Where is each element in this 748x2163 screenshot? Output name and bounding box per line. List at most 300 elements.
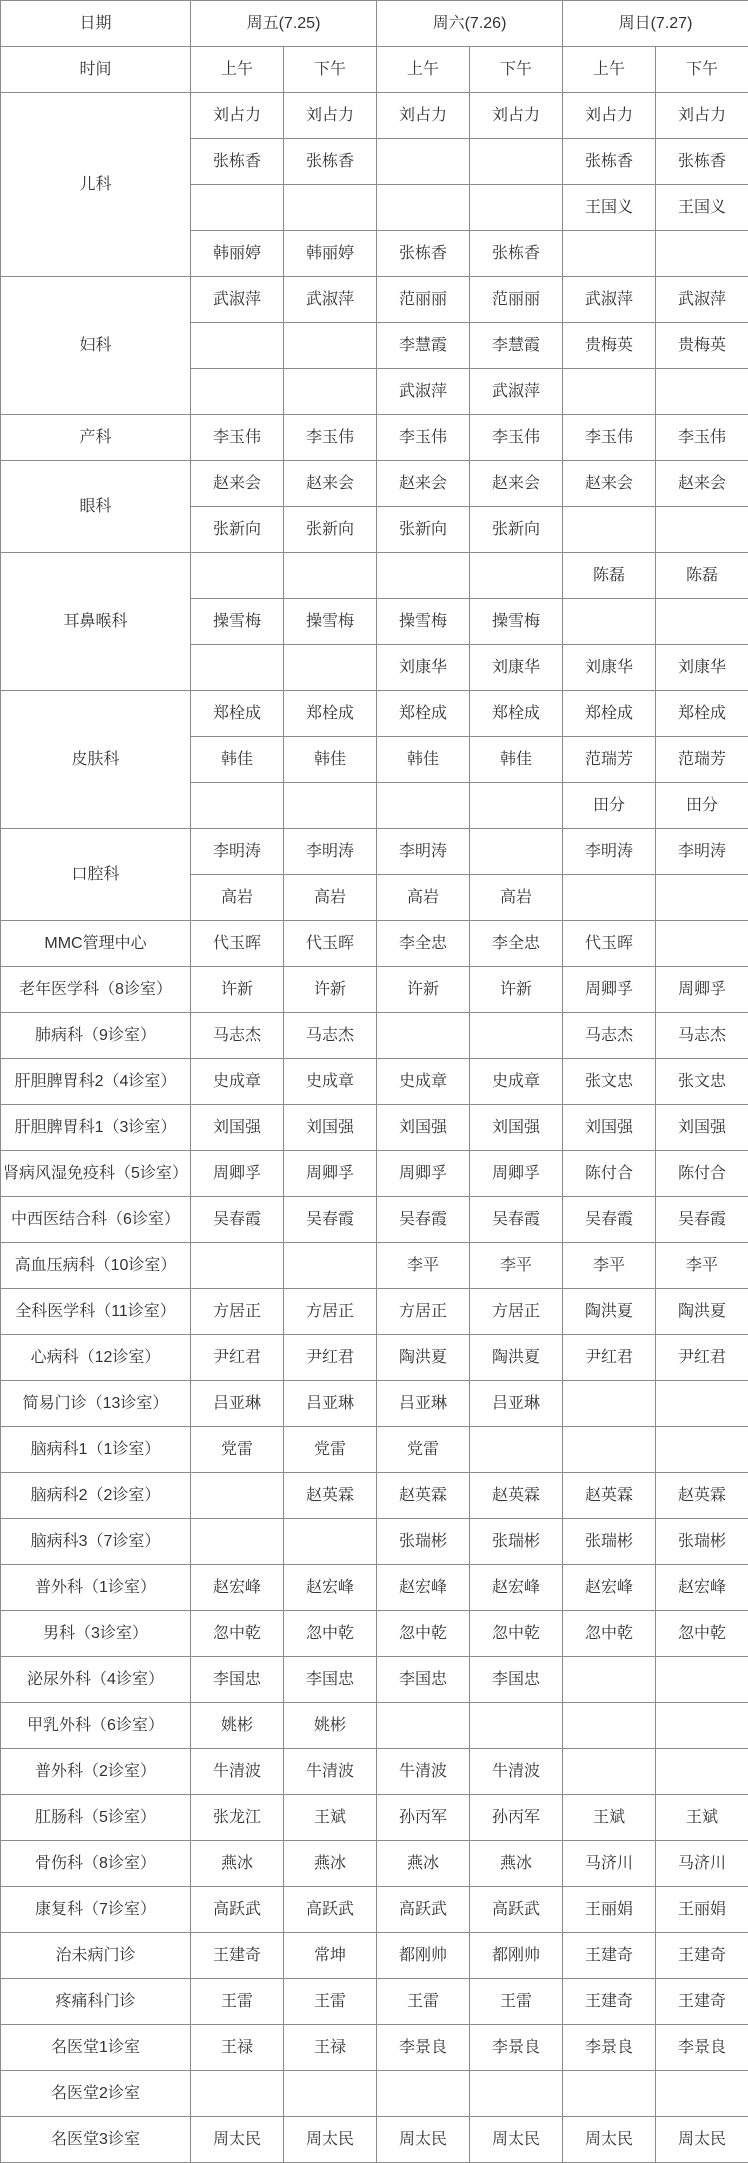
doctor-cell-sat-am: 范丽丽 (377, 277, 470, 323)
schedule-row (1, 1933, 748, 1979)
doctor-cell-fri-am: 许新 (191, 967, 284, 1013)
doctor-cell-sat-pm (470, 1703, 563, 1749)
department-name: 男科（3诊室） (1, 1611, 191, 1657)
doctor-cell-sun-pm: 刘康华 (656, 645, 748, 691)
doctor-cell-fri-pm: 许新 (284, 967, 377, 1013)
doctor-cell-sun-pm: 田分 (656, 783, 748, 829)
doctor-cell-fri-am (191, 185, 284, 231)
doctor-cell-fri-pm: 赵宏峰 (284, 1565, 377, 1611)
doctor-cell-sun-am: 陈磊 (563, 553, 656, 599)
doctor-cell-fri-am: 吴春霞 (191, 1197, 284, 1243)
doctor-cell-fri-pm (284, 783, 377, 829)
doctor-cell-fri-am: 李国忠 (191, 1657, 284, 1703)
doctor-cell-sun-pm: 刘占力 (656, 93, 748, 139)
doctor-cell-fri-am: 吕亚琳 (191, 1381, 284, 1427)
doctor-cell-sun-am: 刘占力 (563, 93, 656, 139)
schedule-row (1, 1335, 748, 1381)
doctor-cell-sat-pm: 吕亚琳 (470, 1381, 563, 1427)
doctor-cell-sun-am: 代玉晖 (563, 921, 656, 967)
schedule-row (1, 2071, 748, 2117)
doctor-cell-sun-am (563, 2071, 656, 2117)
doctor-cell-fri-am: 方居正 (191, 1289, 284, 1335)
slot-header-fri-am: 上午 (191, 47, 284, 93)
doctor-cell-sat-am: 史成章 (377, 1059, 470, 1105)
doctor-cell-sat-pm (470, 1013, 563, 1059)
department-name: 康复科（7诊室） (1, 1887, 191, 1933)
department-name: 肾病风湿免疫科（5诊室） (1, 1151, 191, 1197)
doctor-cell-fri-pm (284, 2071, 377, 2117)
doctor-cell-fri-am (191, 1473, 284, 1519)
doctor-cell-fri-pm: 牛清波 (284, 1749, 377, 1795)
doctor-cell-sat-am: 刘康华 (377, 645, 470, 691)
doctor-cell-fri-pm: 武淑萍 (284, 277, 377, 323)
department-name: 老年医学科（8诊室） (1, 967, 191, 1013)
doctor-cell-sat-am (377, 1013, 470, 1059)
doctor-cell-fri-am: 韩佳 (191, 737, 284, 783)
doctor-cell-sun-am (563, 1657, 656, 1703)
doctor-cell-fri-am: 燕冰 (191, 1841, 284, 1887)
doctor-cell-fri-pm: 张栋香 (284, 139, 377, 185)
doctor-cell-sun-am: 赵来会 (563, 461, 656, 507)
department-name: 脑病科1（1诊室） (1, 1427, 191, 1473)
doctor-cell-sun-am (563, 231, 656, 277)
doctor-cell-fri-pm: 尹红君 (284, 1335, 377, 1381)
doctor-cell-fri-am: 牛清波 (191, 1749, 284, 1795)
doctor-cell-sun-am (563, 1749, 656, 1795)
schedule-row (1, 1197, 748, 1243)
doctor-cell-fri-pm: 刘国强 (284, 1105, 377, 1151)
doctor-cell-sat-pm: 郑栓成 (470, 691, 563, 737)
doctor-cell-fri-pm (284, 369, 377, 415)
doctor-cell-sun-pm (656, 875, 748, 921)
doctor-cell-sat-pm: 许新 (470, 967, 563, 1013)
schedule-row (1, 415, 748, 461)
doctor-cell-fri-am: 忽中乾 (191, 1611, 284, 1657)
doctor-cell-sun-am: 武淑萍 (563, 277, 656, 323)
doctor-cell-fri-am: 党雷 (191, 1427, 284, 1473)
doctor-cell-sat-pm: 操雪梅 (470, 599, 563, 645)
doctor-cell-fri-pm: 王雷 (284, 1979, 377, 2025)
doctor-cell-sun-pm: 张文忠 (656, 1059, 748, 1105)
doctor-cell-sun-pm: 马济川 (656, 1841, 748, 1887)
doctor-cell-sun-pm: 陈付合 (656, 1151, 748, 1197)
doctor-cell-fri-am: 赵宏峰 (191, 1565, 284, 1611)
doctor-cell-fri-pm: 吴春霞 (284, 1197, 377, 1243)
department-name: 脑病科3（7诊室） (1, 1519, 191, 1565)
department-name: 简易门诊（13诊室） (1, 1381, 191, 1427)
department-name: 心病科（12诊室） (1, 1335, 191, 1381)
doctor-cell-sun-am: 王斌 (563, 1795, 656, 1841)
doctor-cell-sun-am: 吴春霞 (563, 1197, 656, 1243)
doctor-cell-sat-pm: 吴春霞 (470, 1197, 563, 1243)
doctor-cell-sat-am: 王雷 (377, 1979, 470, 2025)
doctor-cell-sun-am: 周卿孚 (563, 967, 656, 1013)
doctor-cell-fri-pm: 赵来会 (284, 461, 377, 507)
doctor-cell-sat-am: 郑栓成 (377, 691, 470, 737)
doctor-cell-sat-pm (470, 1427, 563, 1473)
doctor-cell-sat-am: 周太民 (377, 2117, 470, 2163)
doctor-cell-fri-pm: 高岩 (284, 875, 377, 921)
doctor-cell-sat-am: 许新 (377, 967, 470, 1013)
doctor-cell-sat-pm (470, 2071, 563, 2117)
doctor-cell-fri-am: 高岩 (191, 875, 284, 921)
doctor-cell-fri-pm (284, 1519, 377, 1565)
doctor-cell-fri-pm: 周卿孚 (284, 1151, 377, 1197)
doctor-cell-sun-am: 张栋香 (563, 139, 656, 185)
doctor-cell-sun-am: 刘康华 (563, 645, 656, 691)
doctor-cell-sun-am: 郑栓成 (563, 691, 656, 737)
department-name: 中西医结合科（6诊室） (1, 1197, 191, 1243)
doctor-cell-sat-am: 吴春霞 (377, 1197, 470, 1243)
doctor-cell-fri-am (191, 1519, 284, 1565)
department-name: 普外科（1诊室） (1, 1565, 191, 1611)
doctor-cell-sun-am: 陈付合 (563, 1151, 656, 1197)
doctor-cell-fri-am: 尹红君 (191, 1335, 284, 1381)
department-name: 疼痛科门诊 (1, 1979, 191, 2025)
doctor-cell-sun-am: 马志杰 (563, 1013, 656, 1059)
doctor-cell-sat-am (377, 553, 470, 599)
schedule-row (1, 1381, 748, 1427)
doctor-cell-sun-pm (656, 1427, 748, 1473)
doctor-cell-sat-am: 李全忠 (377, 921, 470, 967)
department-name: 名医堂2诊室 (1, 2071, 191, 2117)
doctor-cell-sun-pm: 赵来会 (656, 461, 748, 507)
department-name: 肺病科（9诊室） (1, 1013, 191, 1059)
doctor-cell-fri-pm (284, 1243, 377, 1289)
doctor-cell-fri-pm: 马志杰 (284, 1013, 377, 1059)
doctor-cell-sat-am (377, 1703, 470, 1749)
department-name: 妇科 (1, 277, 191, 415)
doctor-cell-fri-pm (284, 553, 377, 599)
doctor-cell-sat-am: 周卿孚 (377, 1151, 470, 1197)
doctor-cell-sun-pm: 李明涛 (656, 829, 748, 875)
doctor-cell-fri-pm: 郑栓成 (284, 691, 377, 737)
doctor-cell-sun-pm: 李景良 (656, 2025, 748, 2071)
schedule-row (1, 1979, 748, 2025)
slot-header-sat-am: 上午 (377, 47, 470, 93)
doctor-cell-fri-pm: 王禄 (284, 2025, 377, 2071)
doctor-cell-fri-pm: 张新向 (284, 507, 377, 553)
doctor-cell-sun-pm: 王建奇 (656, 1979, 748, 2025)
doctor-cell-fri-am: 王建奇 (191, 1933, 284, 1979)
time-header-row (1, 47, 748, 93)
schedule-row (1, 1151, 748, 1197)
doctor-cell-fri-am: 郑栓成 (191, 691, 284, 737)
department-name: 名医堂3诊室 (1, 2117, 191, 2163)
doctor-cell-fri-am: 李明涛 (191, 829, 284, 875)
doctor-cell-fri-am (191, 323, 284, 369)
doctor-cell-sat-pm: 周卿孚 (470, 1151, 563, 1197)
doctor-cell-sun-pm: 武淑萍 (656, 277, 748, 323)
doctor-cell-fri-pm: 燕冰 (284, 1841, 377, 1887)
doctor-cell-sun-am (563, 599, 656, 645)
department-name: 皮肤科 (1, 691, 191, 829)
doctor-cell-sun-am: 尹红君 (563, 1335, 656, 1381)
doctor-cell-sun-am (563, 875, 656, 921)
doctor-cell-sat-pm: 刘占力 (470, 93, 563, 139)
doctor-cell-sat-pm: 王雷 (470, 1979, 563, 2025)
doctor-cell-sun-am (563, 1427, 656, 1473)
doctor-cell-sat-pm: 李玉伟 (470, 415, 563, 461)
doctor-cell-sun-am: 王建奇 (563, 1933, 656, 1979)
slot-header-sat-pm: 下午 (470, 47, 563, 93)
doctor-cell-sat-pm: 武淑萍 (470, 369, 563, 415)
schedule-row (1, 1243, 748, 1289)
time-header-label: 时间 (1, 47, 191, 93)
schedule-row (1, 691, 748, 737)
doctor-cell-fri-am: 王雷 (191, 1979, 284, 2025)
department-name: 产科 (1, 415, 191, 461)
doctor-cell-sun-pm: 贵梅英 (656, 323, 748, 369)
schedule-row (1, 2117, 748, 2163)
doctor-cell-fri-am: 高跃武 (191, 1887, 284, 1933)
doctor-cell-sat-pm: 周太民 (470, 2117, 563, 2163)
doctor-cell-sat-pm: 孙丙军 (470, 1795, 563, 1841)
doctor-cell-sat-pm: 张新向 (470, 507, 563, 553)
doctor-cell-sun-pm: 赵英霖 (656, 1473, 748, 1519)
doctor-cell-sun-am: 刘国强 (563, 1105, 656, 1151)
doctor-cell-fri-am: 马志杰 (191, 1013, 284, 1059)
doctor-cell-sun-pm: 郑栓成 (656, 691, 748, 737)
doctor-cell-sun-am: 李明涛 (563, 829, 656, 875)
department-name: 泌尿外科（4诊室） (1, 1657, 191, 1703)
doctor-cell-fri-am: 李玉伟 (191, 415, 284, 461)
schedule-row (1, 1013, 748, 1059)
doctor-cell-sat-pm: 李平 (470, 1243, 563, 1289)
schedule-row (1, 1749, 748, 1795)
doctor-cell-sat-pm: 李国忠 (470, 1657, 563, 1703)
doctor-cell-sat-am: 牛清波 (377, 1749, 470, 1795)
schedule-row (1, 1611, 748, 1657)
doctor-cell-sat-am (377, 2071, 470, 2117)
doctor-cell-fri-pm: 方居正 (284, 1289, 377, 1335)
doctor-cell-fri-am: 武淑萍 (191, 277, 284, 323)
department-name: 肝胆脾胃科1（3诊室） (1, 1105, 191, 1151)
doctor-cell-sat-pm: 李全忠 (470, 921, 563, 967)
doctor-cell-sun-am: 赵宏峰 (563, 1565, 656, 1611)
doctor-cell-sat-pm: 李慧霞 (470, 323, 563, 369)
doctor-cell-sat-am: 赵来会 (377, 461, 470, 507)
doctor-cell-sat-pm: 韩佳 (470, 737, 563, 783)
department-name: 骨伤科（8诊室） (1, 1841, 191, 1887)
schedule-row (1, 1519, 748, 1565)
doctor-cell-fri-am: 赵来会 (191, 461, 284, 507)
doctor-cell-sun-am (563, 507, 656, 553)
department-name: MMC管理中心 (1, 921, 191, 967)
schedule-row (1, 829, 748, 875)
doctor-cell-fri-pm: 李玉伟 (284, 415, 377, 461)
doctor-cell-sun-am: 田分 (563, 783, 656, 829)
doctor-cell-sat-am: 孙丙军 (377, 1795, 470, 1841)
doctor-cell-sat-pm: 牛清波 (470, 1749, 563, 1795)
doctor-cell-sat-am: 操雪梅 (377, 599, 470, 645)
doctor-cell-sat-am: 李慧霞 (377, 323, 470, 369)
doctor-cell-sun-am: 赵英霖 (563, 1473, 656, 1519)
doctor-cell-sun-pm: 马志杰 (656, 1013, 748, 1059)
doctor-cell-fri-pm: 常坤 (284, 1933, 377, 1979)
day-header-sun: 周日(7.27) (563, 1, 748, 47)
doctor-cell-sun-pm: 范瑞芳 (656, 737, 748, 783)
doctor-cell-sun-pm (656, 231, 748, 277)
doctor-cell-sun-pm (656, 1657, 748, 1703)
doctor-cell-sat-am: 李玉伟 (377, 415, 470, 461)
doctor-cell-sun-am (563, 1703, 656, 1749)
slot-header-sun-pm: 下午 (656, 47, 748, 93)
doctor-cell-fri-am (191, 2071, 284, 2117)
doctor-cell-sun-am: 马济川 (563, 1841, 656, 1887)
doctor-cell-sat-pm: 范丽丽 (470, 277, 563, 323)
schedule-row (1, 921, 748, 967)
doctor-cell-sun-am: 王建奇 (563, 1979, 656, 2025)
doctor-cell-sun-pm: 张栋香 (656, 139, 748, 185)
doctor-cell-sat-am (377, 783, 470, 829)
schedule-body (1, 93, 748, 2163)
schedule-row (1, 1841, 748, 1887)
doctor-cell-sat-am: 忽中乾 (377, 1611, 470, 1657)
doctor-cell-sat-am: 李景良 (377, 2025, 470, 2071)
department-name: 全科医学科（11诊室） (1, 1289, 191, 1335)
doctor-cell-sun-am: 范瑞芳 (563, 737, 656, 783)
doctor-cell-fri-pm (284, 185, 377, 231)
schedule-header (1, 1, 748, 93)
doctor-cell-sat-pm: 赵来会 (470, 461, 563, 507)
doctor-cell-sat-pm: 赵宏峰 (470, 1565, 563, 1611)
doctor-cell-sun-pm: 陈磊 (656, 553, 748, 599)
slot-header-fri-pm: 下午 (284, 47, 377, 93)
schedule-row (1, 553, 748, 599)
department-name: 儿科 (1, 93, 191, 277)
doctor-cell-fri-pm: 操雪梅 (284, 599, 377, 645)
doctor-cell-sun-am: 忽中乾 (563, 1611, 656, 1657)
doctor-cell-sat-am: 党雷 (377, 1427, 470, 1473)
doctor-cell-sat-pm: 张栋香 (470, 231, 563, 277)
doctor-cell-sun-pm: 李平 (656, 1243, 748, 1289)
doctor-cell-fri-am (191, 369, 284, 415)
department-name: 名医堂1诊室 (1, 2025, 191, 2071)
doctor-cell-fri-pm: 代玉晖 (284, 921, 377, 967)
schedule-row (1, 1105, 748, 1151)
schedule-row (1, 1473, 748, 1519)
doctor-cell-sun-am: 李景良 (563, 2025, 656, 2071)
doctor-cell-sun-pm: 王国义 (656, 185, 748, 231)
doctor-cell-sun-am: 陶洪夏 (563, 1289, 656, 1335)
doctor-cell-sun-pm: 赵宏峰 (656, 1565, 748, 1611)
doctor-cell-sat-am: 方居正 (377, 1289, 470, 1335)
doctor-cell-fri-am (191, 553, 284, 599)
doctor-cell-sat-am: 刘占力 (377, 93, 470, 139)
doctor-cell-sat-pm: 高跃武 (470, 1887, 563, 1933)
doctor-cell-fri-pm (284, 645, 377, 691)
doctor-cell-fri-pm: 李国忠 (284, 1657, 377, 1703)
doctor-cell-fri-pm: 忽中乾 (284, 1611, 377, 1657)
doctor-cell-sat-am: 高岩 (377, 875, 470, 921)
doctor-cell-sat-am: 张新向 (377, 507, 470, 553)
doctor-cell-sat-pm: 都刚帅 (470, 1933, 563, 1979)
doctor-cell-fri-am: 姚彬 (191, 1703, 284, 1749)
doctor-cell-sat-pm: 史成章 (470, 1059, 563, 1105)
doctor-cell-sat-am: 高跃武 (377, 1887, 470, 1933)
doctor-cell-sat-pm: 张瑞彬 (470, 1519, 563, 1565)
doctor-cell-sun-am: 王国义 (563, 185, 656, 231)
doctor-cell-sun-pm: 忽中乾 (656, 1611, 748, 1657)
doctor-cell-fri-pm: 赵英霖 (284, 1473, 377, 1519)
schedule-row (1, 1059, 748, 1105)
doctor-cell-sun-am: 李玉伟 (563, 415, 656, 461)
schedule-row (1, 461, 748, 507)
doctor-cell-sat-am: 吕亚琳 (377, 1381, 470, 1427)
doctor-cell-sat-pm (470, 185, 563, 231)
doctor-cell-sat-pm: 高岩 (470, 875, 563, 921)
schedule-row (1, 1703, 748, 1749)
doctor-cell-fri-pm: 王斌 (284, 1795, 377, 1841)
doctor-cell-fri-pm: 刘占力 (284, 93, 377, 139)
doctor-cell-sun-am: 王丽娟 (563, 1887, 656, 1933)
doctor-cell-sat-am: 刘国强 (377, 1105, 470, 1151)
doctor-cell-fri-am: 周太民 (191, 2117, 284, 2163)
doctor-cell-fri-am: 史成章 (191, 1059, 284, 1105)
doctor-cell-sat-am: 李平 (377, 1243, 470, 1289)
schedule-row (1, 93, 748, 139)
doctor-cell-fri-pm: 党雷 (284, 1427, 377, 1473)
doctor-cell-sat-pm (470, 553, 563, 599)
doctor-cell-sat-pm: 燕冰 (470, 1841, 563, 1887)
doctor-cell-fri-pm: 吕亚琳 (284, 1381, 377, 1427)
doctor-cell-fri-pm: 高跃武 (284, 1887, 377, 1933)
doctor-cell-fri-am (191, 645, 284, 691)
doctor-cell-sat-pm: 刘国强 (470, 1105, 563, 1151)
date-header-label: 日期 (1, 1, 191, 47)
doctor-cell-sun-pm: 周太民 (656, 2117, 748, 2163)
doctor-cell-fri-am: 代玉晖 (191, 921, 284, 967)
department-name: 甲乳外科（6诊室） (1, 1703, 191, 1749)
doctor-cell-sat-am: 韩佳 (377, 737, 470, 783)
department-name: 口腔科 (1, 829, 191, 921)
doctor-cell-sun-am: 贵梅英 (563, 323, 656, 369)
doctor-cell-sat-pm: 陶洪夏 (470, 1335, 563, 1381)
doctor-cell-fri-pm: 韩丽婷 (284, 231, 377, 277)
doctor-cell-sat-am: 张栋香 (377, 231, 470, 277)
doctor-cell-sat-pm: 刘康华 (470, 645, 563, 691)
doctor-cell-sat-am: 赵宏峰 (377, 1565, 470, 1611)
doctor-cell-sun-am (563, 369, 656, 415)
department-name: 眼科 (1, 461, 191, 553)
doctor-cell-sun-pm: 张瑞彬 (656, 1519, 748, 1565)
doctor-cell-fri-pm: 韩佳 (284, 737, 377, 783)
doctor-cell-sun-pm (656, 1749, 748, 1795)
doctor-cell-sun-pm (656, 599, 748, 645)
day-header-sat: 周六(7.26) (377, 1, 563, 47)
doctor-cell-sat-am: 张瑞彬 (377, 1519, 470, 1565)
doctor-cell-sun-am: 李平 (563, 1243, 656, 1289)
schedule-row (1, 1289, 748, 1335)
doctor-cell-sat-am: 赵英霖 (377, 1473, 470, 1519)
doctor-cell-sat-pm (470, 783, 563, 829)
doctor-cell-sat-pm (470, 139, 563, 185)
doctor-cell-sat-am: 武淑萍 (377, 369, 470, 415)
schedule-row (1, 1887, 748, 1933)
department-name: 高血压病科（10诊室） (1, 1243, 191, 1289)
doctor-cell-sat-pm: 赵英霖 (470, 1473, 563, 1519)
department-name: 耳鼻喉科 (1, 553, 191, 691)
doctor-cell-fri-am: 王禄 (191, 2025, 284, 2071)
doctor-cell-sun-pm: 王丽娟 (656, 1887, 748, 1933)
doctor-cell-sun-pm: 王建奇 (656, 1933, 748, 1979)
doctor-cell-sun-am: 张文忠 (563, 1059, 656, 1105)
doctor-cell-sun-pm: 王斌 (656, 1795, 748, 1841)
schedule-row (1, 1427, 748, 1473)
doctor-cell-sun-pm: 陶洪夏 (656, 1289, 748, 1335)
doctor-cell-sat-am: 燕冰 (377, 1841, 470, 1887)
